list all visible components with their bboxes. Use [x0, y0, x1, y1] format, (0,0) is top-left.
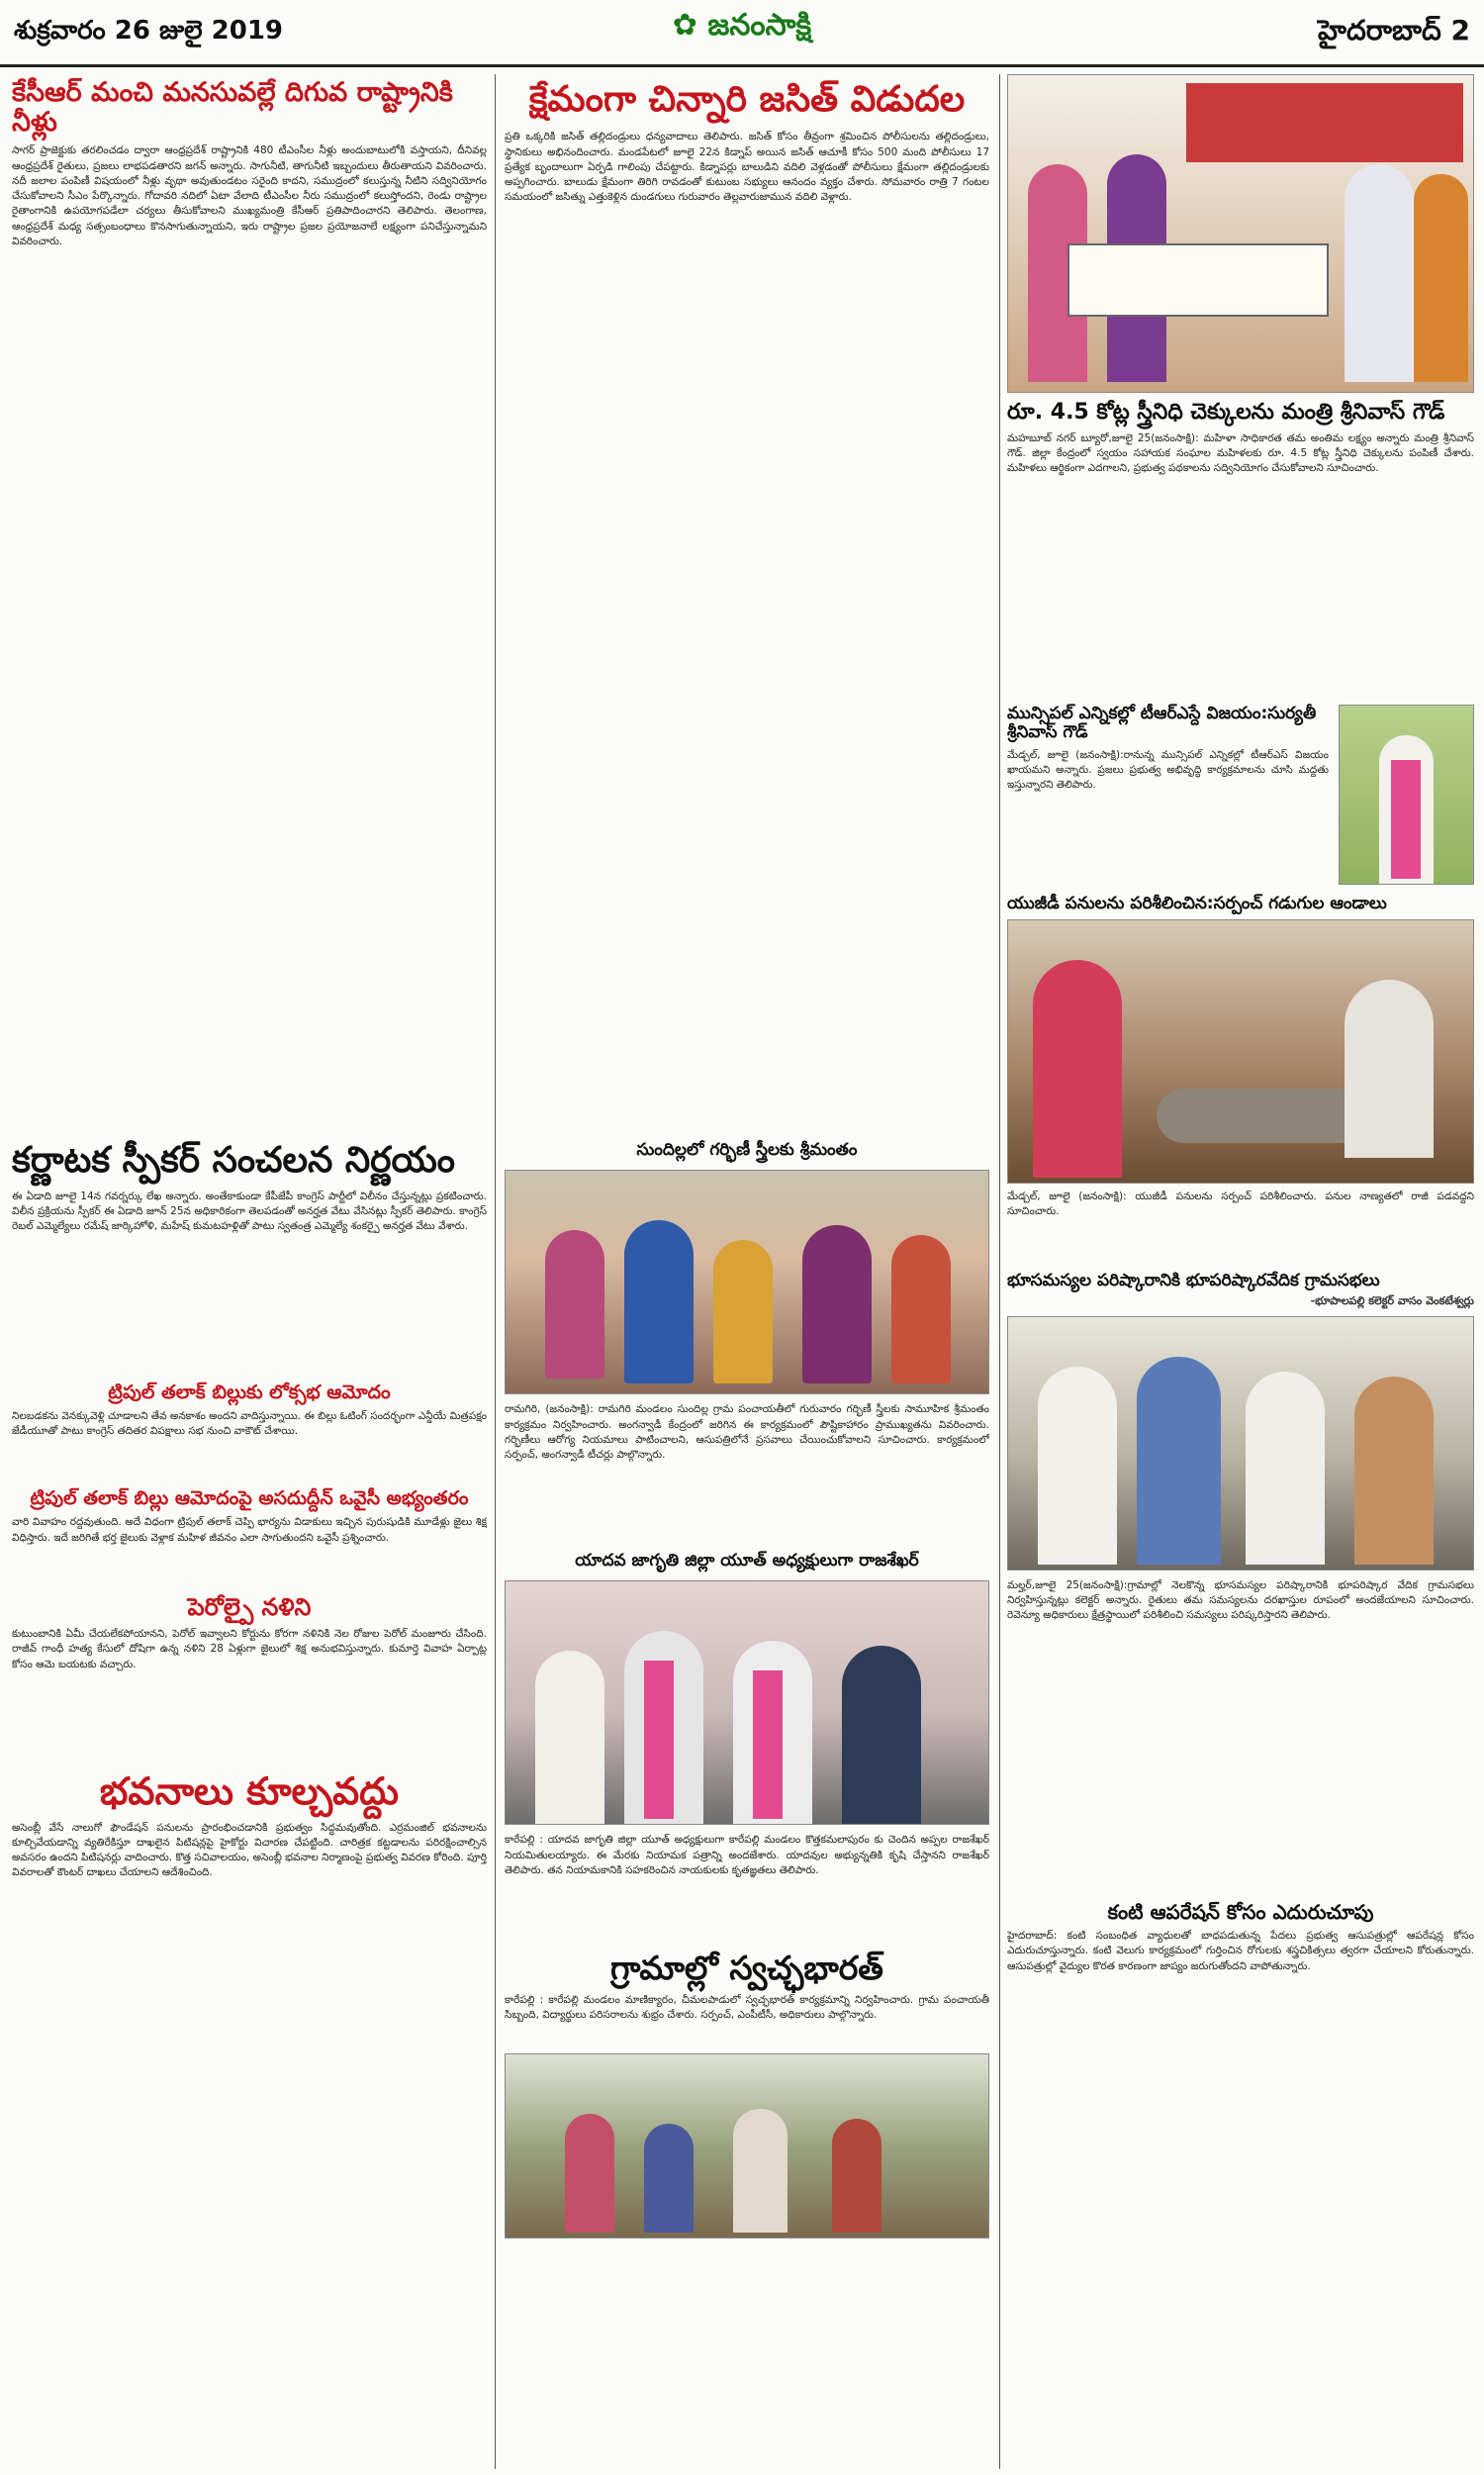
article-streenidhi-body: మహబూబ్ నగర్ బ్యూరో,జూలై 25(జనంసాక్షి): మహిళా సాధికారత తమ అంతిమ లక్ష్యం అన్నారు మంత్రి శ్రీనివాస్ గౌడ్. జిల్లా కేంద్రంలో స్వయం సహాయక సంఘాల మహిళలకు రూ. 4.5 కోట్ల స్త్రీనిధి చెక్కులను పంపిణీ చేశారు. మహిళలు ఆర్థికంగా ఎదగాలని, ప్రభుత్వ పథకాలను సద్వినియోగం చేసుకోవాలని సూచించారు. — [1007, 431, 1474, 475]
photo-land-sabha — [1007, 1316, 1474, 1571]
article-triple-talaq-body: నిలబడకను వెనక్కువెళ్లి చూడాలని తేవ అనకాశం అందని వాదిస్తున్నాయి. ఈ బిల్లు ఓటింగ్ సందర్భంగా ఎన్డీయే మిత్రపక్షం జేడీయూతో పాటు కాంగ్రెస్ తదితర విపక్షాలు సభ నుంచి వాకౌట్ చేశాయి. — [12, 1410, 487, 1438]
headline-land-issues: భూసమస్యల పరిష్కారానికి భూపరిష్కారవేదిక గ్రామసభలు — [1007, 1270, 1380, 1290]
headline-eye-operation: కంటి ఆపరేషన్ కోసం ఎదురుచూపు — [1107, 1899, 1374, 1924]
article-kcr-body: సాగర్ ప్రాజెక్టుకు తరలించడం ద్వారా ఆంధ్రప్రదేశ్ రాష్ట్రానికి 480 టీఎంసీల నీళ్లు అందుబాటులోకి వస్తాయని, దీనివల్ల ఆంధ్రప్రదేశ్ రైతులు, ప్రజలు లాభపడతారని జగన్ అన్నారు. సాగునీటి, తాగునీటి ఇబ్బందులు తీరుతాయని వివరించారు. నదీ జలాల పంపిణీ విషయంలో నీళ్లు వృథా అవుతుండటం సరైంది కాదని, సముద్రంలో కలుస్తున్న నీటిని సద్వినియోగం చేసుకోవాలని సీఎం పేర్కొన్నారు. గోదావరి నదిలో ఏటా వేలాది టీఎంసీల నీరు సముద్రంలో కలుస్తోందని, రెండు రాష్ట్రాల రైతాంగానికి ఉపయోగపడేలా చర్యలు తీసుకోవాలని ముఖ్యమంత్రి కేసీఆర్ ప్రతిపాదించారని తెలిపారు. తెలంగాణ, ఆంధ్రప్రదేశ్ మధ్య సత్సంబంధాలు కొనసాగుతున్నాయని, ఇరు రాష్ట్రాల ప్రజల ప్రయోజనాలే లక్ష్యంగా పనిచేస్తున్నామని వివరించారు. — [12, 144, 487, 247]
subhead-yadava: యాదవ జాగృతి జిల్లా యూత్ అధ్యక్షులుగా రాజశేఖర్ — [575, 1551, 919, 1571]
column-divider — [495, 74, 496, 2469]
headline-streenidhi: రూ. 4.5 కోట్ల స్త్రీనిధి చెక్కులను మంత్రి శ్రీనివాస్ గౌడ్ — [1007, 400, 1445, 425]
article-karnataka-body: ఈ ఏడాది జూలై 14న గవర్నర్కు లేఖ అన్నారు. అంతేకాకుండా కేపీజేపీ కాంగ్రెస్ పార్టీలో విలీనం చేస్తున్నట్లు ప్రకటించారు. విలీన ప్రక్రియను స్పీకర్ ఈ ఏడాది జూన్ 25న అధికారికంగా తెలపడంతో అనర్హత వేటు వేసినట్లు స్పీకర్ తెలిపారు. కాంగ్రెస్ రెబల్ ఎమ్మెల్యేలు రమేష్ జార్కిహోళి, మహేష్ కుమటహళ్లితో పాటు స్వతంత్ర ఎమ్మెల్యే శంకర్పై అనర్హత వేటు వేశారు. — [12, 1190, 487, 1233]
headline-owaisi: ట్రిపుల్ తలాక్ బిల్లు ఆమోదంపై అసదుద్దీన్ ఒవైసీ అభ్యంతరం — [30, 1487, 469, 1510]
newspaper-logo — [0, 8, 1484, 49]
photo-ugd-works — [1007, 919, 1474, 1184]
article-buildings-body: అసెంబ్లీ వేసే నాలుగో ఫౌండేషన్ పనులను ప్రారంభించడానికి ప్రభుత్వం సిద్ధమవుతోంది. ఎర్రమంజిల్ భవనాలను కూల్చివేయడాన్ని వ్యతిరేకిస్తూ దాఖలైన పిటిషన్లపై హైకోర్టు విచారణ చేపట్టింది. చారిత్రక కట్టడాలను పరిరక్షించాల్సిన అవసరం ఉందని పిటిషనర్లు వాదించారు. కొత్త సచివాలయం, అసెంబ్లీ భవనాల నిర్మాణంపై ప్రభుత్వ వివరణ కోరింది. పూర్తి వివరాలతో కౌంటర్ దాఖలు చేయాలని ఆదేశించింది. — [12, 1821, 487, 1879]
article-nalini-body: కుటుంబానికి ఏమీ చేయలేకపోయానని, పెరోల్ ఇవ్వాలని కోర్టును కోరగా నళినికి నెల రోజుల పెరోల్ మంజూరు చేసింది. రాజీవ్ గాంధీ హత్య కేసులో దోషిగా ఉన్న నళిని 28 ఏళ్లుగా జైలులో శిక్ష అనుభవిస్తున్నారు. కుమార్తె వివాహ ఏర్పాట్ల కోసం ఆమె బయటకు వచ్చారు. — [12, 1628, 487, 1670]
section-municipal — [1007, 705, 1474, 885]
subhead-seemantham: సుందిల్లలో గర్భిణీ స్త్రీలకు శ్రీమంతం — [636, 1140, 858, 1161]
photo-yadava — [505, 1580, 989, 1825]
article-eye-body: హైదరాబాద్: కంటి సంబంధిత వ్యాధులతో బాధపడుతున్న పేదలు ప్రభుత్వ ఆసుపత్రుల్లో ఆపరేషన్ల కోసం ఎదురుచూస్తున్నారు. కంటి వెలుగు కార్యక్రమంలో గుర్తించిన రోగులకు శస్త్రచికిత్సలు త్వరగా చేయాలని కోరుతున్నారు. ఆసుపత్రుల్లో వైద్యుల కొరత కారణంగా జాప్యం జరుగుతోందని వాపోతున్నారు. — [1007, 1930, 1474, 1972]
photo-seemantham — [505, 1170, 989, 1394]
headline-kcr: కేసీఆర్ మంచి మనసువల్లే దిగువ రాష్ట్రానికి నీళ్లు — [12, 77, 453, 139]
headline-jasith: క్షేమంగా చిన్నారి జసిత్ విడుదల — [528, 79, 966, 120]
photo-srinivas-goud — [1339, 705, 1474, 885]
newspaper-name: జనంసాక్షి — [707, 8, 812, 43]
article-yadava-body: కారేపల్లి : యాదవ జాగృతి జిల్లా యూత్ అధ్యక్షులుగా కారేపల్లి మండలం కొత్తకమలాపురం కు చెందిన అప్పల రాజశేఖర్ నియమితులయ్యారు. ఈ మేరకు నియామక పత్రాన్ని అందజేశారు. యాదవుల అభ్యున్నతికి కృషి చేస్తానని రాజశేఖర్ తెలిపారు. తన నియామకానికి సహకరించిన నాయకులకు కృతజ్ఞతలు తెలిపారు. — [505, 1834, 989, 1876]
article-land-body: మల్హర్,జూలై 25(జనంసాక్షి):గ్రామాల్లో నెలకొన్న భూసమస్యల పరిష్కారానికి భూపరిష్కార వేదిక గ్రామసభలు నిర్వహిస్తున్నట్లు కలెక్టర్ అన్నారు. రైతులు తమ సమస్యలను దరఖాస్తుల రూపంలో అందజేయాలని సూచించారు. రెవెన్యూ అధికారులు క్షేత్రస్థాయిలో పరిశీలించి సమస్యలు పరిష్కరిస్తారని తెలిపారు. — [1007, 1578, 1474, 1622]
column-divider — [999, 74, 1000, 2469]
byline-collector: -భూపాలపల్లి కలెక్టర్ వాసం వెంకటేశ్వర్లు — [1310, 1293, 1474, 1307]
masthead — [0, 0, 1484, 67]
column-right — [1007, 74, 1474, 2469]
municipal-text — [1007, 705, 1329, 885]
article-municipal-body: మేడ్చల్, జూలై (జనంసాక్షి):రానున్న మున్సిపల్ ఎన్నికల్లో టీఆర్ఎస్ విజయం ఖాయమని అన్నారు. ప్రజలు ప్రభుత్వ అభివృద్ధి కార్యక్రమాలను చూసి మద్దతు ఇస్తున్నారని తెలిపారు. — [1007, 748, 1329, 792]
article-jasith-body: ప్రతి ఒక్కరికి జసిత్ తల్లిదండ్రులు ధన్యవాదాలు తెలిపారు. జసిత్ కోసం తీవ్రంగా శ్రమించిన పోలీసులను తల్లిదండ్రులు, స్థానికులు అభినందించారు. మండపేటలో జూలై 22న కిడ్నాప్ అయిన జసిత్ ఆచూకీ కోసం 500 మంది పోలీసులు 17 ప్రత్యేక బృందాలుగా ఏర్పడి గాలింపు చేపట్టారు. కిడ్నాపర్లు బాలుడిని వదిలి వెళ్లడంతో పోలీసులు క్షేమంగా తల్లిదండ్రులకు అప్పగించారు. బాలుడు క్షేమంగా తిరిగి రావడంతో కుటుంబ సభ్యులు ఆనందం వ్యక్తం చేశారు. సోమవారం రాత్రి 7 గంటల సమయంలో జసిత్ను ఎత్తుకెళ్లిన దుండగులు గురువారం తెల్లవారుజామున వదిలి వెళ్లారు. — [505, 131, 989, 204]
column-left — [12, 74, 487, 2469]
column-middle — [505, 74, 989, 2469]
photo-cheque-distribution — [1007, 74, 1474, 393]
article-seemantham-body: రామగిరి, (జనంసాక్షి): రామగిరి మండలం సుందిల్ల గ్రామ పంచాయతీలో గురువారం గర్భిణీ స్త్రీలకు సామూహిక శ్రీమంతం కార్యక్రమం నిర్వహించారు. అంగన్వాడీ కేంద్రంలో జరిగిన ఈ కార్యక్రమంలో పౌష్టికాహారం ప్రాముఖ్యతను వివరించారు. గర్భిణీలు ఆరోగ్య నియమాలు పాటించాలని, ఆసుపత్రిలోనే ప్రసవాలు చేయించుకోవాలని సూచించారు. కార్యక్రమంలో సర్పంచ్, అంగన్వాడీ టీచర్లు పాల్గొన్నారు. — [505, 1403, 989, 1461]
edition-label — [1318, 14, 1470, 53]
edition-city: హైదరాబాద్ — [1318, 14, 1441, 47]
headline-swachh-bharat: గ్రామాల్లో స్వచ్ఛభారత్ — [610, 1949, 883, 1988]
page-number: 2 — [1450, 14, 1470, 47]
article-ugd-body: మేడ్చల్, జూలై (జనంసాక్షి): యుజీడీ పనులను సర్పంచ్ పరిశీలించారు. పనుల నాణ్యతలో రాజీ పడవద్దని సూచించారు. — [1007, 1190, 1474, 1217]
photo-swachh-bharat — [505, 2053, 989, 2238]
issue-date: శుక్రవారం 26 జులై 2019 — [14, 16, 284, 46]
article-swachh-body: కారేపల్లి : కారేపల్లి మండలం మాణిక్యారం, చీమలపాడులో స్వచ్ఛభారత్ కార్యక్రమాన్ని నిర్వహించారు. గ్రామ పంచాయతీ సిబ్బంది, విద్యార్థులు పరిసరాలను శుభ్రం చేశారు. సర్పంచ్, ఎంపీటీసీ, అధికారులు పాల్గొన్నారు. — [505, 1994, 989, 2022]
article-owaisi-body: వారి వివాహం రద్దవుతుంది. అదే విధంగా ట్రిపుల్ తలాక్ చెప్పి భార్యను విడాకులు ఇచ్చిన పురుషుడికి మూడేళ్లు జైలు శిక్ష విధిస్తారు. ఇదే జరిగితే భర్త జైలుకు వెళ్లాక మహిళ జీవనం ఎలా సాగుతుందని ఒవైసీ ప్రశ్నించారు. — [12, 1516, 487, 1544]
logo-leaf-icon: ✿ — [672, 8, 697, 43]
headline-municipal: మున్సిపల్ ఎన్నికల్లో టీఆర్ఎస్దే విజయం:సుర్యతీ శ్రీనివాస్ గౌడ్ — [1007, 703, 1317, 742]
headline-karnataka: కర్ణాటక స్పీకర్ సంచలన నిర్ణయం — [12, 1140, 455, 1182]
headline-buildings: భవనాలు కూల్చవద్దు — [99, 1769, 400, 1814]
headline-triple-talaq: ట్రిపుల్ తలాక్ బిల్లుకు లోక్సభ ఆమోదం — [108, 1380, 391, 1403]
headline-nalini: పెరోల్పై నళిని — [187, 1593, 312, 1622]
headline-ugd-works: యుజీడీ పనులను పరిశీలించిన:సర్పంచ్ గడుగుల ఆండాలు — [1007, 893, 1387, 913]
